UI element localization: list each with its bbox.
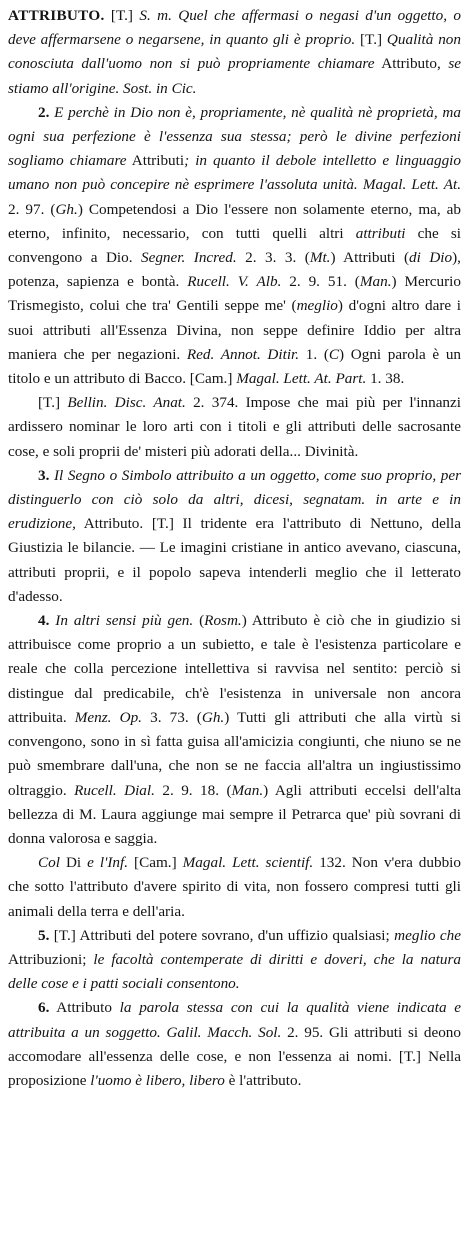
text-run: ( [193,612,205,630]
italic-text: di Dio [409,249,453,267]
italic-text: se stiamo all'origine. Sost. in Cic. [8,55,461,97]
entry-definition [8,4,461,101]
sense-number: 3. [38,466,50,484]
text-run: 132. Non v'era dubbio che sotto l'attributo d'avere spirito di vita, non fossero compresi tutti gli animali della terra e dell'aria. [8,854,462,920]
italic-text: meglio [296,297,338,315]
italic-text: C [328,345,340,363]
italic-text: Segner. Incred. [141,249,237,267]
italic-text: Magal. Lett. At. Part. [236,370,367,388]
italic-text: In altri sensi più gen. [49,612,194,630]
italic-text: Rucell. Dial. [74,781,155,799]
sense-number: 5. [38,926,50,944]
text-run: 2. 374. Impose che mai più per l'innanzi ardissero nominar le loro arti con i titoli e gli attributi delle sacrosante cose, e soli proprii de' misteri più adorati della... Divinità. [8,394,461,460]
text-run: 1. ( [299,345,329,363]
italic-text: E perchè in Dio non è, propriamente, nè qualità nè proprietà, ma ogni sua perfezione è l'essenza sua stessa; però le divine perfezioni sogliamo chiamare [8,103,461,170]
text-run: ) Competendosi a Dio l'essere non solamente eterno, ma, ab eterno, infinito, necessario, con tutti quelli altri [8,200,462,242]
text-run: Attributo, [374,55,449,73]
text-run: 2. 95. Gli attributi si deono accomodare all'essenza delle cose, e non l'essenza ai nomi. [T.] Nella proposizione [8,1023,461,1089]
sense-4-construction-paragraph [8,851,461,924]
italic-text: le facoltà contemperate di diritti e doveri, che la natura delle cose e i patti sociali consentono. [8,950,461,993]
text-run: 2. 9. 51. ( [281,273,360,291]
italic-text: Qualità non conosciuta dall'uomo non si può propriamente chiamare [8,31,461,73]
text-run: ) Agli attributi eccelsi dell'alta bellezza di M. Laura aggiunge mai sempre il Petrarca que' più sovrani di donna valorosa e saggia. [8,781,461,847]
italic-text: ; in quanto il debole intelletto e linguaggio umano non può concepire nè esprimere l'assoluta unità. Magal. Lett. At. [8,152,461,194]
text-run: che si convengono a Dio. [8,224,461,267]
italic-text: Red. Annot. Ditir. [186,345,300,363]
text-run: [Cam.] [128,854,183,872]
italic-text: la parola stessa con cui la qualità viene indicata e attribuita a un soggetto. Galil. Macch. Sol. [8,999,461,1041]
italic-text: l'uomo è libero, libero [90,1071,225,1089]
text-run: Attribuzioni; [8,950,94,968]
text-run: ) d'ogni altro dare i suoi attributi all'Essenza Divina, non seppe definire Iddio per altra maniera che per negazioni. [8,297,462,363]
text-run: ) Attributo è ciò che in giudizio si attribuisce come proprio a un subietto, e tale è l'esistenza particolare e reale che colla percezione intellettiva si ravvisa nel sentito: perciò si distingue dal predicabile, ch'è l'esistenza in universale non ancora attribuita. [8,612,461,726]
italic-text: Rucell. V. Alb. [187,273,282,291]
italic-text: Menz. Op. [74,708,142,726]
italic-text: meglio che [394,926,461,944]
sense-4-paragraph [8,609,461,851]
italic-text: Gh. [55,200,78,218]
italic-text: Bellin. Disc. Anat. [67,394,186,412]
text-run: 3. 73. ( [141,708,202,726]
headword: ATTRIBUTO. [8,7,105,24]
italic-text: e l'Inf. [87,854,129,872]
sense-6-paragraph [8,996,461,1093]
sense-2-paragraph [8,101,461,391]
italic-text: Rosm. [204,612,242,630]
italic-text: S. m. Quel che affermasi o negasi d'un oggetto, o deve affermarsene o negarsene, in quanto gli è proprio. [8,7,461,49]
text-run: 2. 97. ( [8,200,56,218]
text-run: ) Attributi ( [330,249,410,267]
text-run: 1. 38. [366,370,405,388]
italic-text: Col [38,854,60,872]
italic-text: Mt. [309,249,331,267]
text-run: Attributo [49,999,120,1017]
text-run: è l'attributo. [224,1071,302,1089]
text-run: ) Tutti gli attributi che alla virtù si convengono, sono in sì fatta guisa all'amicizia congiunti, che niuno se ne può smembrare dall'una, che non se ne faccia all'altra un ingiustissimo oltraggio. [8,708,461,799]
italic-text: Man. [231,781,264,799]
text-run: [T.] Attributi del potere sovrano, d'un uffizio qualsiasi; [49,926,395,944]
italic-text: Man. [359,273,392,291]
sense-2-citation-paragraph [8,391,461,464]
sense-number: 4. [38,612,50,630]
italic-text: attributi [355,224,406,242]
text-run: 2. 3. 3. ( [236,249,310,267]
text-run: ), potenza, sapienza e bontà. [8,249,461,291]
sense-3-paragraph [8,464,461,609]
text-run: Attributo. [T.] Il tridente era l'attributo di Nettuno, della Giustizia le bilancie. — Le imagini cristiane in antico avevano, ciascuna, attributi proprii, e il popolo sapeva intenderli meglio che il letterato d'adesso. [8,515,461,605]
text-run: ) Mercurio Trismegisto, colui che tra' Gentili seppe me' ( [8,273,461,315]
sense-5-paragraph [8,924,461,997]
italic-text: Gh. [201,708,225,726]
italic-text: Il Segno o Simbolo attribuito a un oggetto, come suo proprio, per distinguerlo con ciò solo da altri, dicesi, segnatam. in arte e in erudizione, [8,466,461,533]
text-run: [T.] [104,7,140,24]
text-run: 2. 9. 18. ( [154,781,232,799]
sense-number: 2. [38,103,50,121]
text-run: Attributi [126,152,185,170]
sense-number: 6. [38,999,50,1017]
text-run: Di [59,854,88,872]
text-run: [T.] [38,394,68,412]
text-run: ) Ogni parola è un titolo e un attributo di Bacco. [Cam.] [8,345,462,388]
text-run: [T.] [355,31,387,49]
italic-text: Magal. Lett. scientif. [182,854,314,872]
